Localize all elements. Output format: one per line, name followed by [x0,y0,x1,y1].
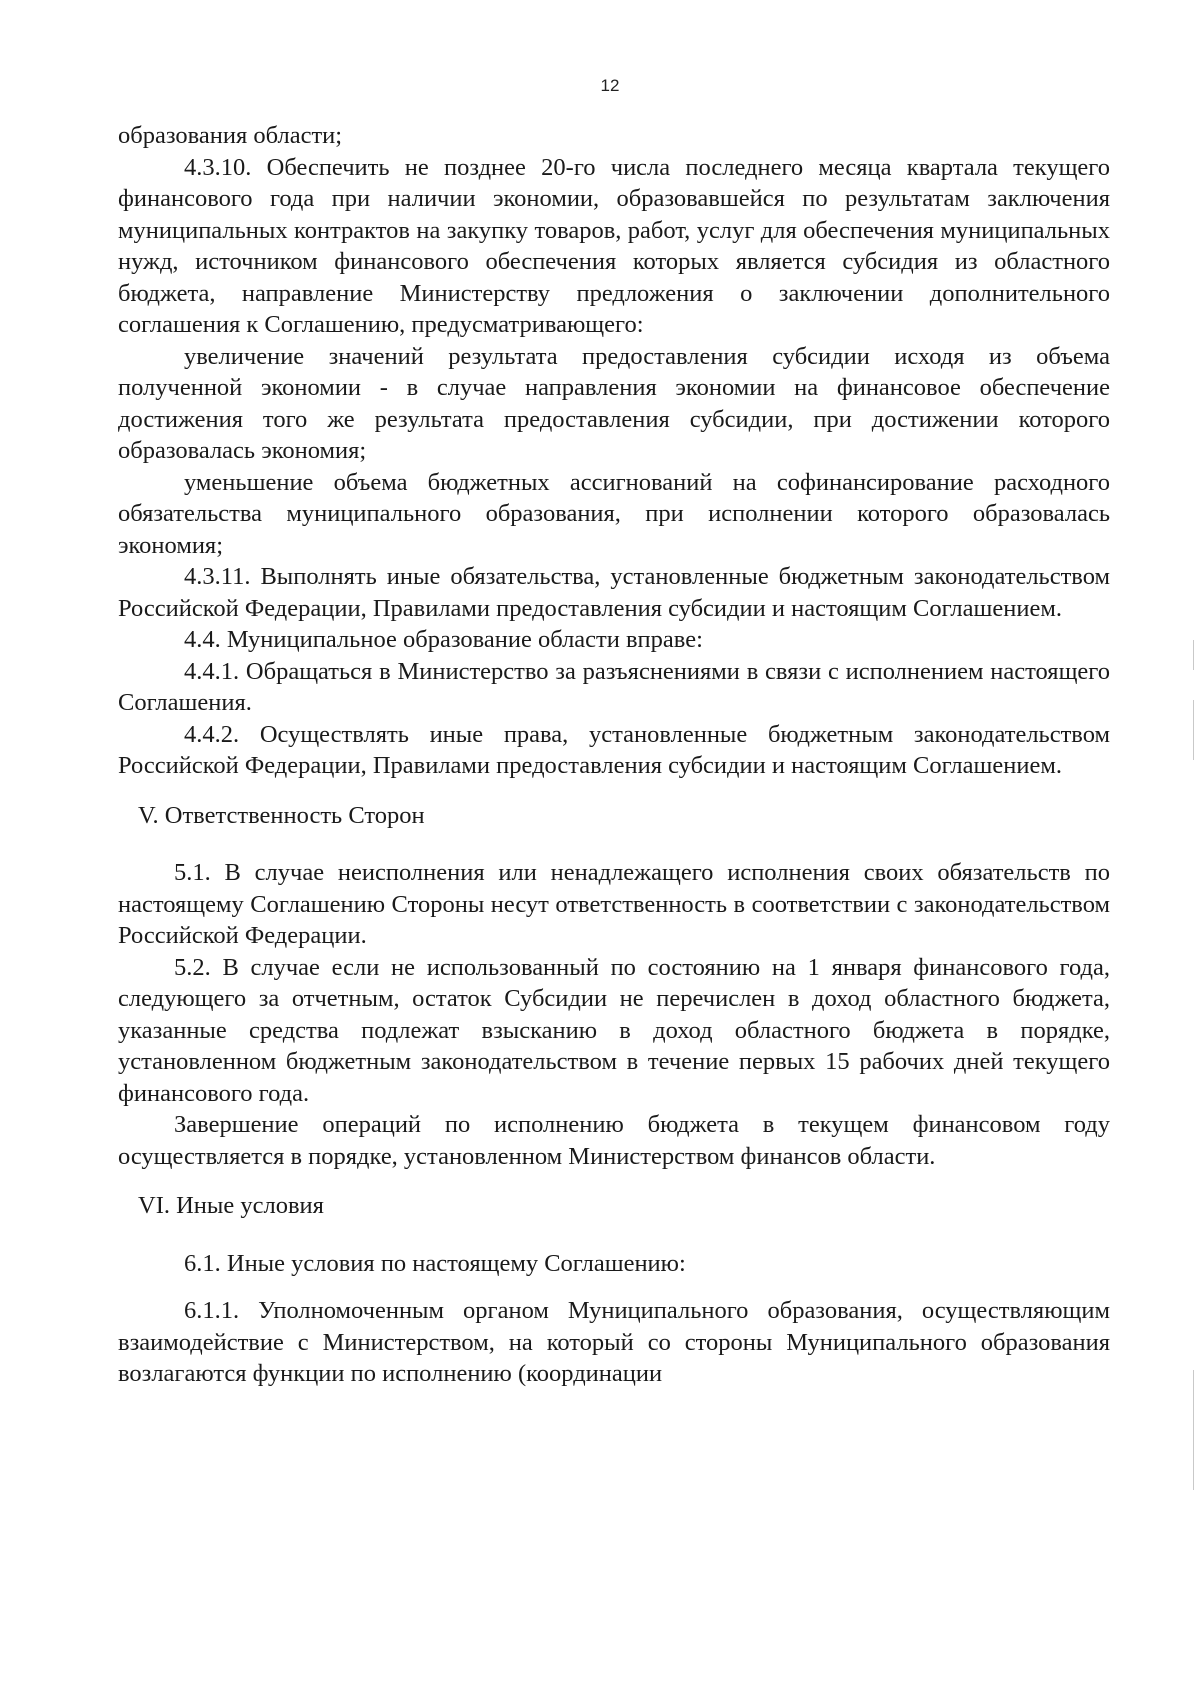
paragraph-4-4-1: 4.4.1. Обращаться в Министерство за разъяснениями в связи с исполнением настоящего Соглашения. [118,657,1110,716]
paragraph-continuation: образования области; [118,122,343,149]
paragraph-6-1-1: 6.1.1. Уполномоченным органом Муниципального образования, осуществляющим взаимодействие с Министерством, на который со стороны Муниципального образования возлагаются функции по исполнению (координации [118,1297,1110,1387]
section-heading-vi: VI. Иные условия [138,1192,324,1219]
paragraph-4-4: 4.4. Муниципальное образование области вправе: [184,626,703,653]
paragraph-4-4-2: 4.4.2. Осуществлять иные права, установленные бюджетным законодательством Российской Федерации, Правилами предоставления субсидии и настоящим Соглашением. [118,720,1110,779]
page-number: 12 [600,76,620,95]
scan-edge-mark [1193,700,1194,760]
paragraph-4-3-10: 4.3.10. Обеспечить не позднее 20-го числа последнего месяца квартала текущего финансового года при наличии экономии, образовавшейся по результатам заключения муниципальных контрактов на закупку товаров, работ, услуг для обеспечения муниципальных нужд, источником финансового обеспечения которых является субсидия из областного бюджета, направление Министерству предложения о заключении дополнительного соглашения к Соглашению, предусматривающего: [118,153,1110,338]
paragraph-decrease-allocation: уменьшение объема бюджетных ассигнований на софинансирование расходного обязательства муниципального образования, при исполнении которого образовалась экономия; [118,468,1110,559]
paragraph-5-2: 5.2. В случае если не использованный по состоянию на 1 января финансового года, следующего за отчетным, остаток Субсидии не перечислен в доход областного бюджета, указанные средства подлежат взысканию в доход областного бюджета в порядке, установленном бюджетным законодательством в течение первых 15 рабочих дней текущего финансового года. [118,953,1110,1107]
scan-edge-mark [1193,640,1194,670]
paragraph-4-3-11: 4.3.11. Выполнять иные обязательства, установленные бюджетным законодательством Российской Федерации, Правилами предоставления субсидии и настоящим Соглашением. [118,563,1110,622]
paragraph-budget-completion: Завершение операций по исполнению бюджета в текущем финансовом году осуществляется в порядке, установленном Министерством финансов области. [118,1111,1110,1170]
paragraph-6-1: 6.1. Иные условия по настоящему Соглашению: [184,1249,686,1277]
scan-edge-mark [1193,1370,1194,1490]
paragraph-gap [118,1279,1110,1295]
document-body [118,120,1110,1390]
paragraph-5-1: 5.1. В случае неисполнения или ненадлежащего исполнения своих обязательств по настоящему Соглашению Стороны несут ответственность в соответствии с законодательством Российской Федерации. [118,859,1110,949]
section-heading-v: V. Ответственность Сторон [138,801,425,829]
paragraph-increase-result: увеличение значений результата предоставления субсидии исходя из объема полученной экономии - в случае направления экономии на финансовое обеспечение достижения того же результата предоставления субсидии, при достижении которого образовалась экономия; [118,342,1110,464]
